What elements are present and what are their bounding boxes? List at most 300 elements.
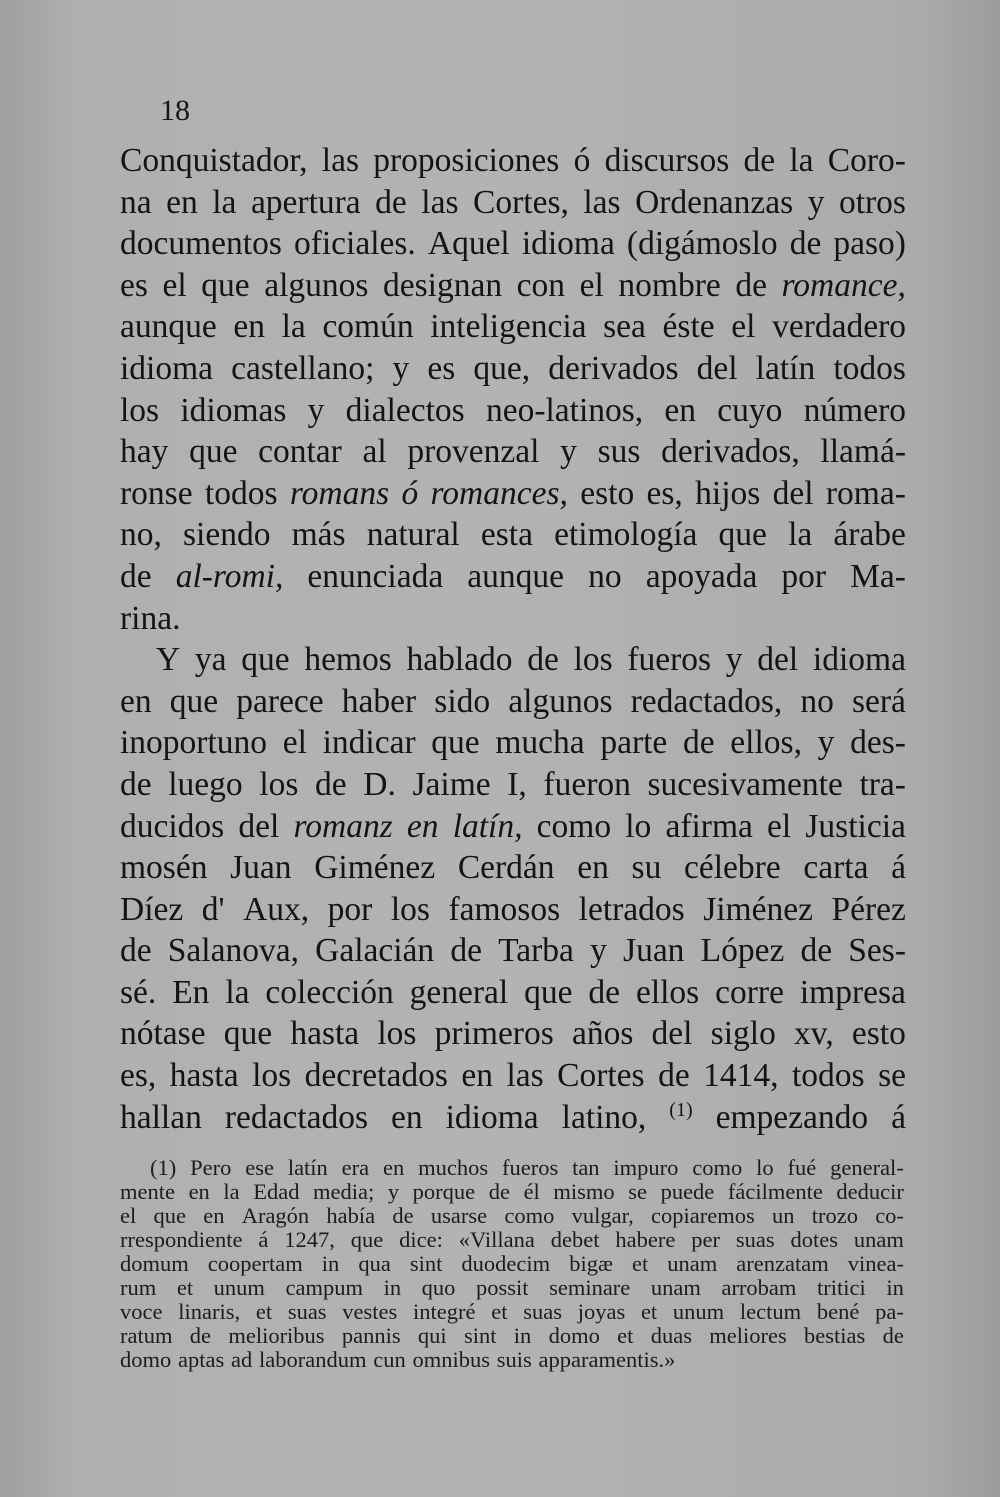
word: todos bbox=[792, 1057, 865, 1095]
word: Galacián bbox=[315, 932, 435, 970]
word: será bbox=[851, 682, 906, 720]
word: no bbox=[800, 682, 834, 720]
word: común bbox=[322, 308, 414, 346]
footnotes bbox=[120, 1156, 904, 1372]
word: haber bbox=[341, 682, 417, 720]
word: ya bbox=[194, 641, 227, 679]
word: á bbox=[258, 1227, 269, 1252]
word: en bbox=[577, 849, 609, 887]
italic-word: romances, bbox=[430, 474, 568, 512]
word: de bbox=[392, 1203, 414, 1228]
word: hablado bbox=[406, 641, 513, 679]
word: sucesivamente bbox=[647, 765, 843, 803]
word: et bbox=[640, 1299, 658, 1324]
word: Cortes bbox=[557, 1057, 645, 1095]
word: rrespondiente bbox=[120, 1227, 243, 1252]
word: derivados, bbox=[661, 433, 800, 471]
word: suas bbox=[523, 1299, 562, 1324]
word: arrobam bbox=[721, 1275, 797, 1300]
word: y bbox=[807, 183, 825, 221]
word: des- bbox=[850, 724, 906, 762]
word: impuro bbox=[613, 1155, 679, 1180]
word: «Villana bbox=[458, 1227, 535, 1252]
body-text bbox=[120, 140, 906, 1138]
word: En bbox=[172, 973, 210, 1011]
word: sido bbox=[434, 682, 491, 720]
word: mucha bbox=[495, 724, 585, 762]
word: en bbox=[233, 308, 265, 346]
word: en bbox=[391, 1098, 423, 1136]
word: linaris, bbox=[178, 1299, 241, 1324]
word: 1414, bbox=[703, 1057, 779, 1095]
word: Juan bbox=[230, 849, 292, 887]
word: fácilmente bbox=[727, 1179, 823, 1204]
word: sint bbox=[463, 1323, 497, 1348]
word: rum bbox=[120, 1275, 157, 1300]
word: general- bbox=[830, 1155, 904, 1180]
word: et bbox=[631, 1251, 649, 1276]
word: los bbox=[377, 1015, 417, 1053]
word: debet bbox=[550, 1227, 600, 1252]
word: el bbox=[162, 266, 187, 304]
word: inteligencia bbox=[430, 308, 587, 346]
word: del bbox=[696, 349, 738, 387]
word: deducir bbox=[836, 1179, 904, 1204]
word: esto bbox=[580, 474, 635, 512]
word: hay bbox=[120, 433, 169, 471]
word: de bbox=[527, 641, 559, 679]
word: puede bbox=[660, 1179, 715, 1204]
word: indicar bbox=[322, 724, 416, 762]
word: hemos bbox=[304, 641, 392, 679]
word: ese bbox=[245, 1155, 274, 1180]
word: suas bbox=[287, 1299, 327, 1324]
word: domum bbox=[120, 1251, 189, 1276]
body-line bbox=[120, 764, 906, 806]
word: tan bbox=[572, 1155, 600, 1180]
word: de bbox=[735, 266, 767, 304]
word: arenzatam bbox=[736, 1251, 829, 1276]
word: árabe bbox=[833, 516, 906, 554]
word: possit bbox=[475, 1275, 529, 1300]
word: es bbox=[120, 266, 148, 304]
word: empezando bbox=[715, 1098, 869, 1136]
word: contar bbox=[258, 433, 342, 471]
word: designan bbox=[383, 266, 503, 304]
word: per bbox=[691, 1227, 720, 1252]
word: es, bbox=[646, 474, 683, 512]
word: hasta bbox=[290, 1015, 360, 1053]
word: corre bbox=[715, 973, 784, 1011]
footnote-line bbox=[120, 1252, 904, 1276]
word: y bbox=[387, 1179, 400, 1204]
word: castellano; bbox=[231, 349, 375, 387]
word: del bbox=[651, 1015, 693, 1053]
word: cun bbox=[373, 1347, 406, 1372]
word: habere bbox=[615, 1227, 676, 1252]
word: Aquel bbox=[427, 225, 510, 263]
word: fueros bbox=[501, 1155, 559, 1180]
word: los bbox=[120, 391, 160, 429]
word: de bbox=[882, 1323, 904, 1348]
word: 1247, bbox=[284, 1227, 335, 1252]
footnote-line bbox=[120, 1324, 904, 1348]
body-line bbox=[120, 390, 906, 432]
word: in bbox=[321, 1251, 340, 1276]
word: idiomas bbox=[180, 391, 287, 429]
word: que bbox=[241, 641, 290, 679]
word: fueron bbox=[543, 765, 631, 803]
word: de bbox=[375, 183, 407, 221]
word: documentos bbox=[120, 225, 282, 263]
footnote-line bbox=[120, 1276, 904, 1300]
word: Pero bbox=[190, 1155, 232, 1180]
word: seminare bbox=[549, 1275, 631, 1300]
word: las bbox=[506, 1057, 544, 1095]
word: por bbox=[327, 890, 373, 928]
word: de bbox=[658, 1057, 690, 1095]
word: y bbox=[590, 932, 607, 970]
body-line bbox=[120, 972, 906, 1014]
word: de bbox=[189, 1323, 212, 1348]
word: ad bbox=[231, 1347, 253, 1372]
body-line bbox=[120, 473, 906, 515]
italic-word: romance, bbox=[781, 266, 906, 304]
word: tritici bbox=[817, 1275, 866, 1300]
italic-word: ó bbox=[401, 474, 419, 512]
italic-word: al-romi, bbox=[175, 557, 284, 595]
word: esta bbox=[480, 516, 533, 554]
word: campum bbox=[285, 1275, 363, 1300]
word: co- bbox=[875, 1203, 904, 1228]
word: las bbox=[583, 183, 621, 221]
body-line bbox=[120, 348, 906, 390]
word: etimología bbox=[554, 516, 698, 554]
word: Tarba bbox=[498, 932, 574, 970]
word: xv, bbox=[794, 1015, 834, 1053]
body-line bbox=[120, 639, 906, 681]
word: de bbox=[588, 973, 621, 1011]
word: Salanova, bbox=[167, 932, 299, 970]
word: na bbox=[120, 183, 152, 221]
word: fué bbox=[787, 1155, 817, 1180]
word: de bbox=[488, 1179, 510, 1204]
word: Y bbox=[156, 641, 181, 679]
word: ducidos bbox=[120, 807, 225, 845]
word: voce bbox=[120, 1299, 163, 1324]
word: pannis bbox=[341, 1323, 401, 1348]
body-line bbox=[120, 1097, 906, 1139]
word: hallan bbox=[120, 1098, 202, 1136]
word: la bbox=[212, 183, 237, 221]
word: vinea- bbox=[847, 1251, 904, 1276]
word: lectum bbox=[739, 1299, 802, 1324]
word: latín bbox=[755, 349, 816, 387]
word: mismo bbox=[553, 1179, 615, 1204]
word: impresa bbox=[799, 973, 906, 1011]
word: idioma bbox=[521, 225, 615, 263]
word: duas bbox=[650, 1323, 692, 1348]
word: del bbox=[757, 641, 799, 679]
word: el bbox=[579, 266, 604, 304]
word: rina. bbox=[120, 599, 181, 637]
body-line bbox=[120, 930, 906, 972]
word: laborandum bbox=[259, 1347, 367, 1372]
word: siendo bbox=[183, 516, 271, 554]
word: Giménez bbox=[314, 849, 436, 887]
word: cuyo bbox=[717, 391, 783, 429]
word: in bbox=[513, 1323, 532, 1348]
word: media; bbox=[313, 1179, 375, 1204]
italic-word: romans bbox=[289, 474, 390, 512]
word: que bbox=[431, 724, 480, 762]
body-line bbox=[120, 847, 906, 889]
word: á bbox=[891, 1098, 906, 1136]
italic-word: en bbox=[406, 807, 439, 845]
word: el bbox=[767, 807, 792, 845]
word: omnibus bbox=[412, 1347, 490, 1372]
word: Ordenanzas bbox=[635, 183, 794, 221]
word: D. bbox=[363, 765, 396, 803]
word: que bbox=[189, 433, 238, 471]
word: (1) bbox=[150, 1155, 177, 1180]
word: d' bbox=[201, 890, 225, 928]
word: dice: bbox=[399, 1227, 443, 1252]
word: porque bbox=[412, 1179, 476, 1204]
word: I, bbox=[507, 765, 527, 803]
word: copiaremos bbox=[651, 1203, 755, 1228]
word: en bbox=[188, 1179, 210, 1204]
word: redactados bbox=[224, 1098, 369, 1136]
word: et bbox=[255, 1299, 273, 1324]
word: Edad bbox=[253, 1179, 300, 1204]
word: Díez bbox=[120, 890, 184, 928]
word: suis bbox=[496, 1347, 532, 1372]
body-line bbox=[120, 140, 906, 182]
word: ellos bbox=[635, 973, 700, 1011]
word: del bbox=[772, 474, 814, 512]
footnote-line bbox=[120, 1228, 904, 1252]
word: Justicia bbox=[805, 807, 906, 845]
word: joyas bbox=[577, 1299, 626, 1324]
word: de bbox=[450, 932, 482, 970]
word: los bbox=[259, 765, 299, 803]
word: había bbox=[326, 1203, 376, 1228]
word: Jaime bbox=[412, 765, 491, 803]
word: et bbox=[176, 1275, 194, 1300]
word: provenzal bbox=[407, 433, 540, 471]
word: vestes bbox=[342, 1299, 398, 1324]
word: esto bbox=[851, 1015, 906, 1053]
word: la bbox=[223, 1179, 240, 1204]
word: de bbox=[800, 932, 833, 970]
word: que bbox=[524, 973, 573, 1011]
word: siglo bbox=[710, 1015, 776, 1053]
body-line bbox=[120, 722, 906, 764]
word: afirma bbox=[665, 807, 753, 845]
body-line bbox=[120, 182, 906, 224]
word: en bbox=[166, 183, 198, 221]
word: de bbox=[789, 225, 822, 263]
word: lo bbox=[756, 1155, 774, 1180]
italic-word: romanz bbox=[293, 807, 393, 845]
word: decretados bbox=[304, 1057, 448, 1095]
word: idioma bbox=[812, 641, 906, 679]
word: domo bbox=[548, 1323, 600, 1348]
body-line bbox=[120, 265, 906, 307]
italic-word: latín, bbox=[452, 807, 523, 845]
word: de bbox=[682, 724, 715, 762]
word: como bbox=[536, 807, 612, 845]
word: llamá- bbox=[820, 433, 906, 471]
word: y bbox=[817, 724, 835, 762]
word: Cortes, bbox=[473, 183, 569, 221]
word: es bbox=[427, 349, 456, 387]
word: Conquistador, bbox=[120, 142, 308, 179]
word: sus bbox=[597, 433, 641, 471]
word: el bbox=[731, 308, 756, 346]
word: unam bbox=[667, 1251, 718, 1276]
word: qui bbox=[417, 1323, 447, 1348]
word: número bbox=[803, 391, 906, 429]
word: trozo bbox=[811, 1203, 858, 1228]
word: neo-latinos, bbox=[485, 391, 644, 429]
word: parte bbox=[600, 724, 668, 762]
word: López bbox=[700, 932, 785, 970]
word: Pérez bbox=[831, 890, 906, 928]
word: aunque bbox=[467, 557, 565, 595]
word: roma- bbox=[825, 474, 906, 512]
word: nombre bbox=[618, 266, 721, 304]
word: aptas bbox=[178, 1347, 225, 1372]
word: es, bbox=[120, 1057, 157, 1095]
body-line bbox=[120, 1013, 906, 1055]
word: de bbox=[315, 765, 347, 803]
word: que, bbox=[473, 349, 531, 387]
footnote-ref: (1) bbox=[669, 1098, 693, 1121]
word: dialectos bbox=[345, 391, 465, 429]
footnote-line bbox=[120, 1180, 904, 1204]
word: Coro- bbox=[827, 142, 906, 179]
word: la bbox=[225, 973, 250, 1011]
word: derivados bbox=[548, 349, 679, 387]
word: Ses- bbox=[848, 932, 906, 970]
word: enunciada bbox=[307, 557, 444, 595]
word: famosos bbox=[448, 890, 561, 928]
word: domo bbox=[120, 1347, 172, 1372]
word: coopertam bbox=[207, 1251, 303, 1276]
word: y bbox=[725, 641, 743, 679]
word: tra- bbox=[859, 765, 906, 803]
word: inoportuno bbox=[120, 724, 268, 762]
word: el bbox=[282, 724, 307, 762]
word: en bbox=[664, 391, 697, 429]
word: los bbox=[390, 890, 430, 928]
word: qua bbox=[358, 1251, 391, 1276]
word: proposiciones bbox=[373, 142, 560, 179]
word: usarse bbox=[430, 1203, 488, 1228]
word: él bbox=[523, 1179, 540, 1204]
body-line bbox=[120, 889, 906, 931]
word: Aux, bbox=[243, 890, 310, 928]
word: sé. bbox=[120, 973, 157, 1011]
word: sint bbox=[409, 1251, 443, 1276]
word: unum bbox=[213, 1275, 265, 1300]
word: las bbox=[321, 142, 360, 179]
word: algunos bbox=[264, 266, 369, 304]
word: general bbox=[409, 973, 509, 1011]
word: en bbox=[203, 1203, 225, 1228]
word: hijos bbox=[695, 474, 761, 512]
word: Jiménez bbox=[703, 890, 813, 928]
word: melioribus bbox=[228, 1323, 325, 1348]
word: que bbox=[201, 266, 250, 304]
word: in bbox=[383, 1275, 402, 1300]
word: sea bbox=[603, 308, 646, 346]
word: su bbox=[631, 849, 662, 887]
word: suas bbox=[735, 1227, 775, 1252]
word: bené bbox=[816, 1299, 860, 1324]
word: vulgar, bbox=[571, 1203, 634, 1228]
word: se bbox=[628, 1179, 647, 1204]
word: colección bbox=[265, 973, 394, 1011]
word: unam bbox=[853, 1227, 904, 1252]
word: fueros bbox=[627, 641, 712, 679]
word: en bbox=[383, 1155, 405, 1180]
word: quo bbox=[421, 1275, 456, 1300]
word: bestias bbox=[804, 1323, 866, 1348]
word: de bbox=[743, 142, 776, 179]
word: que bbox=[350, 1227, 384, 1252]
word: mosén bbox=[120, 849, 208, 887]
body-line bbox=[120, 223, 906, 265]
word: et bbox=[617, 1323, 634, 1348]
page-number: 18 bbox=[160, 94, 190, 127]
body-line bbox=[120, 1055, 906, 1097]
word: en bbox=[120, 682, 152, 720]
word: el bbox=[120, 1203, 137, 1228]
body-line bbox=[120, 598, 906, 640]
word: célebre bbox=[684, 849, 781, 887]
word: que bbox=[153, 1203, 186, 1228]
word: otros bbox=[838, 183, 906, 221]
word: Cerdán bbox=[457, 849, 555, 887]
word: discursos bbox=[604, 142, 730, 179]
word: no bbox=[588, 557, 622, 595]
word: de bbox=[120, 557, 152, 595]
footnote-line bbox=[120, 1156, 904, 1180]
word: ratum bbox=[120, 1323, 173, 1348]
word: de bbox=[120, 932, 152, 970]
word: los bbox=[252, 1057, 292, 1095]
word: apoyada bbox=[645, 557, 758, 595]
word: al bbox=[362, 433, 387, 471]
word: Juan bbox=[623, 932, 685, 970]
word: muchos bbox=[418, 1155, 489, 1180]
body-line bbox=[120, 806, 906, 848]
word: como bbox=[692, 1155, 743, 1180]
word: como bbox=[504, 1203, 555, 1228]
word: unam bbox=[650, 1275, 701, 1300]
word: y bbox=[307, 391, 325, 429]
word: letrados bbox=[578, 890, 685, 928]
word: meliores bbox=[709, 1323, 787, 1348]
word: duodecim bbox=[461, 1251, 551, 1276]
word: apertura bbox=[250, 183, 361, 221]
word: oficiales. bbox=[293, 225, 416, 263]
word: con bbox=[516, 266, 566, 304]
word: mente bbox=[120, 1179, 175, 1204]
